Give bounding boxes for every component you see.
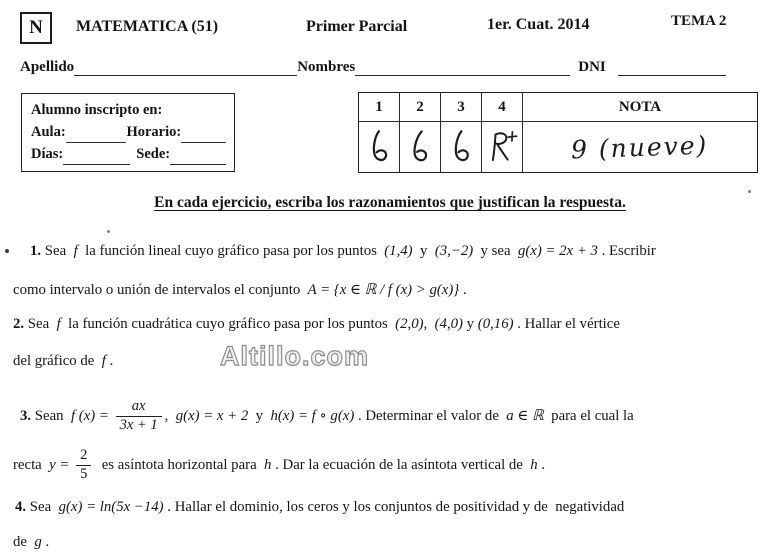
dni-label: DNI xyxy=(578,59,606,75)
exam-title: Primer Parcial xyxy=(306,18,408,35)
identity-row xyxy=(20,52,760,76)
sede-label: Sede: xyxy=(136,146,171,162)
exercise-3-line-2: recta y = $\frac{2}{5}$ es asíntota horizontal para h . Dar la ecuación de la asíntota vertical de h . xyxy=(13,446,546,482)
horario-label: Horario: xyxy=(126,124,182,140)
grade-table xyxy=(358,92,758,173)
handwritten-nota-cell xyxy=(523,122,757,172)
scan-artifact-dot xyxy=(748,190,751,193)
exercise-4-line-1: 4. Sea g(x) = ln(5x −14) . Hallar el dominio, los ceros y los conjuntos de positividad y de negatividad xyxy=(15,499,625,515)
apellido-label: Apellido xyxy=(20,59,75,75)
handwritten-grade-4 xyxy=(482,122,523,172)
nota-header: NOTA xyxy=(618,98,662,115)
dias-label: Días: xyxy=(31,146,64,162)
exercise-4-line-2: de g . xyxy=(13,534,50,550)
nombres-blank-line xyxy=(355,59,570,76)
exercise-1-line-2: como intervalo o unión de intervalos el conjunto A = {x ∈ ℝ / f (x) > g(x)} . xyxy=(13,281,467,298)
inscription-title: Alumno inscripto en: xyxy=(31,102,163,118)
handwritten-grade-3 xyxy=(441,122,482,172)
course-title: MATEMATICA (51) xyxy=(76,18,219,35)
tema-label: TEMA 2 xyxy=(671,13,727,29)
grade-table-body-row xyxy=(359,122,757,172)
altillo-watermark: Altillo.com xyxy=(220,341,370,371)
scan-artifact-dot xyxy=(107,230,110,233)
term-label: 1er. Cuat. 2014 xyxy=(487,16,590,33)
instruction-heading: En cada ejercicio, escriba los razonamientos que justifican la respuesta. xyxy=(154,194,626,211)
aula-blank-line xyxy=(66,126,127,143)
nombres-label: Nombres xyxy=(297,59,356,75)
aula-label: Aula: xyxy=(31,124,66,140)
grade-col-1-header: 1 xyxy=(359,93,400,121)
handwritten-nota-value: 9 (nueve) xyxy=(570,130,710,164)
exercise-2-line-2: del gráfico de f . xyxy=(13,353,114,369)
scan-artifact-dot xyxy=(5,249,9,253)
grade-col-4-header: 4 xyxy=(482,93,523,121)
apellido-blank-line xyxy=(74,59,297,76)
tema-letter: N xyxy=(29,17,43,38)
grade-col-3-header: 3 xyxy=(441,93,482,121)
tema-letter-box xyxy=(20,12,52,44)
exercise-1-line-1: 1. Sea f la función lineal cuyo gráfico pasa por los puntos (1,4) y (3,−2) y sea g(x) = 2x + 3 . Escribir xyxy=(30,243,656,259)
dni-blank-line xyxy=(618,59,726,76)
grade-table-header-row xyxy=(359,93,757,122)
grade-col-2-header: 2 xyxy=(400,93,441,121)
exercise-2-line-1: 2. Sea f la función cuadrática cuyo gráfico pasa por los puntos (2,0), (4,0) y (0,16) . Hallar el vértice xyxy=(13,316,620,332)
inscription-box xyxy=(21,93,235,172)
horario-blank-line xyxy=(181,126,226,143)
dias-blank-line xyxy=(63,148,130,165)
sede-blank-line xyxy=(170,148,226,165)
handwritten-grade-2 xyxy=(400,122,441,172)
exercise-3-line-1: 3. Sean f (x) = $\frac{ax}{3x + 1}$ , g(x) = x + 2 y h(x) = f ∘ g(x) . Determinar el valor de a ∈ ℝ para el cual la xyxy=(20,397,634,433)
handwritten-grade-1 xyxy=(359,122,400,172)
